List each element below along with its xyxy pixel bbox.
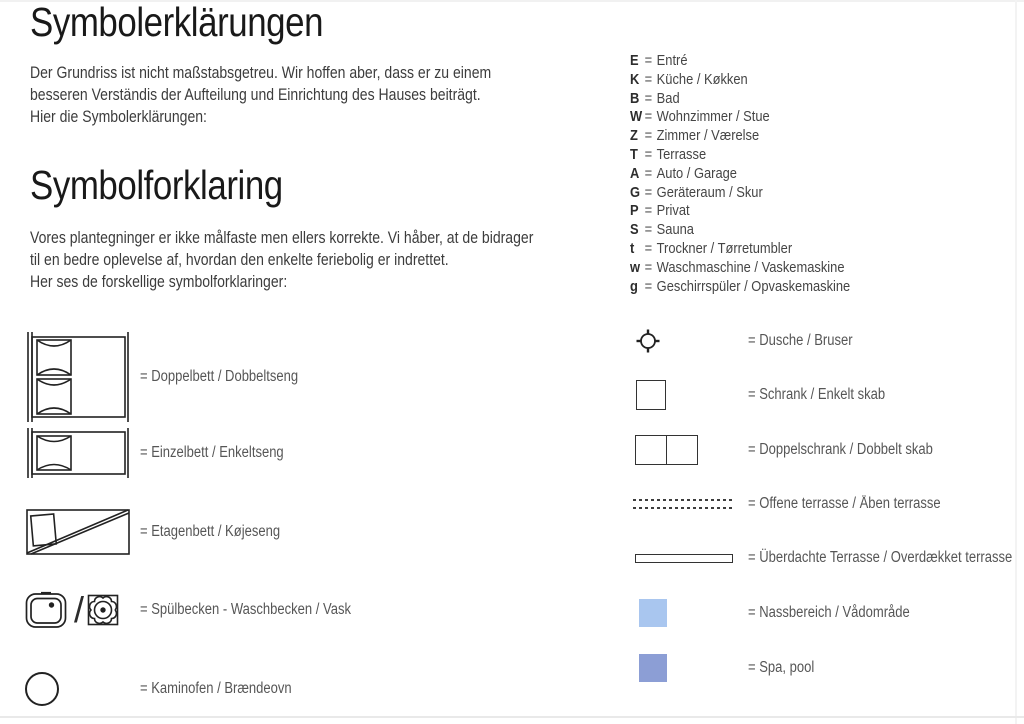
room-code: K [630, 70, 640, 88]
room-code-label: Zimmer / Værelse [656, 127, 760, 145]
room-code-label: Terrasse [656, 145, 707, 163]
room-code-label: Entré [656, 52, 688, 69]
room-code: S [630, 221, 639, 239]
room-code-row [630, 221, 850, 240]
page-title-german: Symbolerklärungen [30, 0, 324, 45]
equals-sign: = [644, 183, 653, 201]
shower-icon [630, 328, 748, 354]
room-code-row [630, 184, 850, 203]
room-code-row [630, 146, 850, 165]
room-code: Z [630, 127, 638, 145]
legend-label: = Nassbereich / Vådområde [748, 604, 910, 621]
legend-row-double-cabinet [630, 434, 968, 466]
legend-row-wet-area [630, 599, 941, 627]
legend-label: = Spülbecken - Waschbecken / Vask [140, 601, 351, 618]
room-code-row [630, 278, 850, 297]
room-code: W [630, 108, 643, 126]
slash-separator: / [74, 589, 85, 630]
legend-label: = Überdachte Terrasse / Overdækket terrasse [748, 549, 1013, 566]
legend-row-sink [25, 583, 391, 637]
room-code-label: Trockner / Tørretumbler [656, 239, 793, 257]
room-code-row [630, 240, 850, 259]
room-code-label: Waschmaschine / Vaskemaskine [656, 258, 845, 276]
room-code-row [630, 259, 850, 278]
room-code-label: Küche / Køkken [656, 70, 748, 88]
single-cabinet-icon [630, 380, 748, 410]
legend-label: = Doppelbett / Dobbeltseng [140, 368, 299, 385]
equals-sign: = [644, 258, 653, 276]
room-code: T [630, 145, 638, 163]
legend-row-open-terrace [630, 496, 977, 512]
equals-sign: = [644, 52, 653, 69]
room-code-row [630, 52, 850, 71]
legend-label: = Kaminofen / Brændeovn [140, 680, 292, 697]
room-code-row [630, 90, 850, 109]
room-code-label: Geschirrspüler / Opvaskemaskine [656, 277, 851, 295]
legend-row-covered-terrace [630, 551, 1024, 565]
room-code-label: Wohnzimmer / Stue [656, 108, 770, 126]
equals-sign: = [644, 70, 653, 88]
equals-sign: = [644, 127, 653, 145]
room-code-label: Geräteraum / Skur [656, 183, 763, 201]
bunk-bed-icon [25, 508, 140, 556]
room-code: E [630, 52, 639, 69]
legend-row-single-cabinet [630, 379, 911, 411]
room-code-row [630, 71, 850, 90]
room-code-row [630, 202, 850, 221]
room-code: g [630, 277, 638, 295]
intro-paragraph-danish: Vores plantegninger er ikke målfaste men ellers korrekte. Vi håber, at de bidrager til en bedre oplevelse af, hvordan den enkelte feriebolig er indrettet. Her ses de forskellige symbolforklaringer: [30, 229, 534, 291]
intro-paragraph-german: Der Grundriss ist nicht maßstabsgetreu. Wir hoffen aber, dass er zu einem besseren Verständis der Aufteilung und Einrichtung des Hauses beiträgt. Hier die Symbolerklärungen: [30, 64, 492, 126]
room-code: w [630, 258, 641, 276]
legend-label: = Schrank / Enkelt skab [748, 386, 886, 403]
wood-stove-icon [25, 672, 140, 706]
legend-label: = Etagenbett / Køjeseng [140, 523, 281, 540]
page-title-danish: Symbolforklaring [30, 162, 283, 208]
room-code: B [630, 89, 640, 107]
legend-row-double-bed [25, 331, 328, 423]
spa-pool-swatch [630, 654, 748, 682]
double-cabinet-icon [630, 435, 748, 465]
equals-sign: = [644, 202, 653, 220]
open-terrace-icon [630, 499, 748, 510]
legend-row-shower [630, 326, 872, 356]
wet-area-swatch [630, 599, 748, 627]
equals-sign: = [644, 164, 653, 182]
room-code: P [630, 202, 639, 220]
legend-row-spa-pool [630, 654, 827, 682]
legend-label: = Spa, pool [748, 659, 815, 676]
equals-sign: = [644, 108, 653, 126]
room-code-label: Sauna [656, 221, 694, 239]
equals-sign: = [644, 239, 653, 257]
legend-row-single-bed [25, 426, 311, 480]
page-edge-bottom [0, 716, 1024, 718]
equals-sign: = [644, 221, 653, 239]
equals-sign: = [644, 277, 653, 295]
page-edge-right [1015, 0, 1017, 724]
kitchen-sink-icon [25, 591, 67, 629]
room-code-row [630, 108, 850, 127]
covered-terrace-icon [630, 554, 748, 563]
legend-label: = Einzelbett / Enkeltseng [140, 444, 284, 461]
sink-washbasin-icon [25, 589, 140, 631]
room-code: A [630, 164, 640, 182]
room-code-row [630, 165, 850, 184]
room-code-label: Bad [656, 89, 680, 107]
single-bed-icon [25, 427, 140, 479]
washbasin-icon [87, 594, 119, 626]
legend-row-stove [25, 671, 321, 707]
legend-label: = Doppelschrank / Dobbelt skab [748, 441, 933, 458]
room-code-label: Auto / Garage [656, 164, 737, 182]
legend-label: = Offene terrasse / Åben terrasse [748, 495, 941, 512]
room-code-label: Privat [656, 202, 690, 220]
room-code: t [630, 239, 635, 257]
room-code-row [630, 127, 850, 146]
legend-row-bunk-bed [25, 507, 307, 557]
legend-label: = Dusche / Bruser [748, 332, 853, 349]
room-code-legend [630, 52, 886, 296]
double-bed-icon [25, 331, 140, 423]
room-code: G [630, 183, 641, 201]
equals-sign: = [644, 145, 653, 163]
equals-sign: = [644, 89, 653, 107]
